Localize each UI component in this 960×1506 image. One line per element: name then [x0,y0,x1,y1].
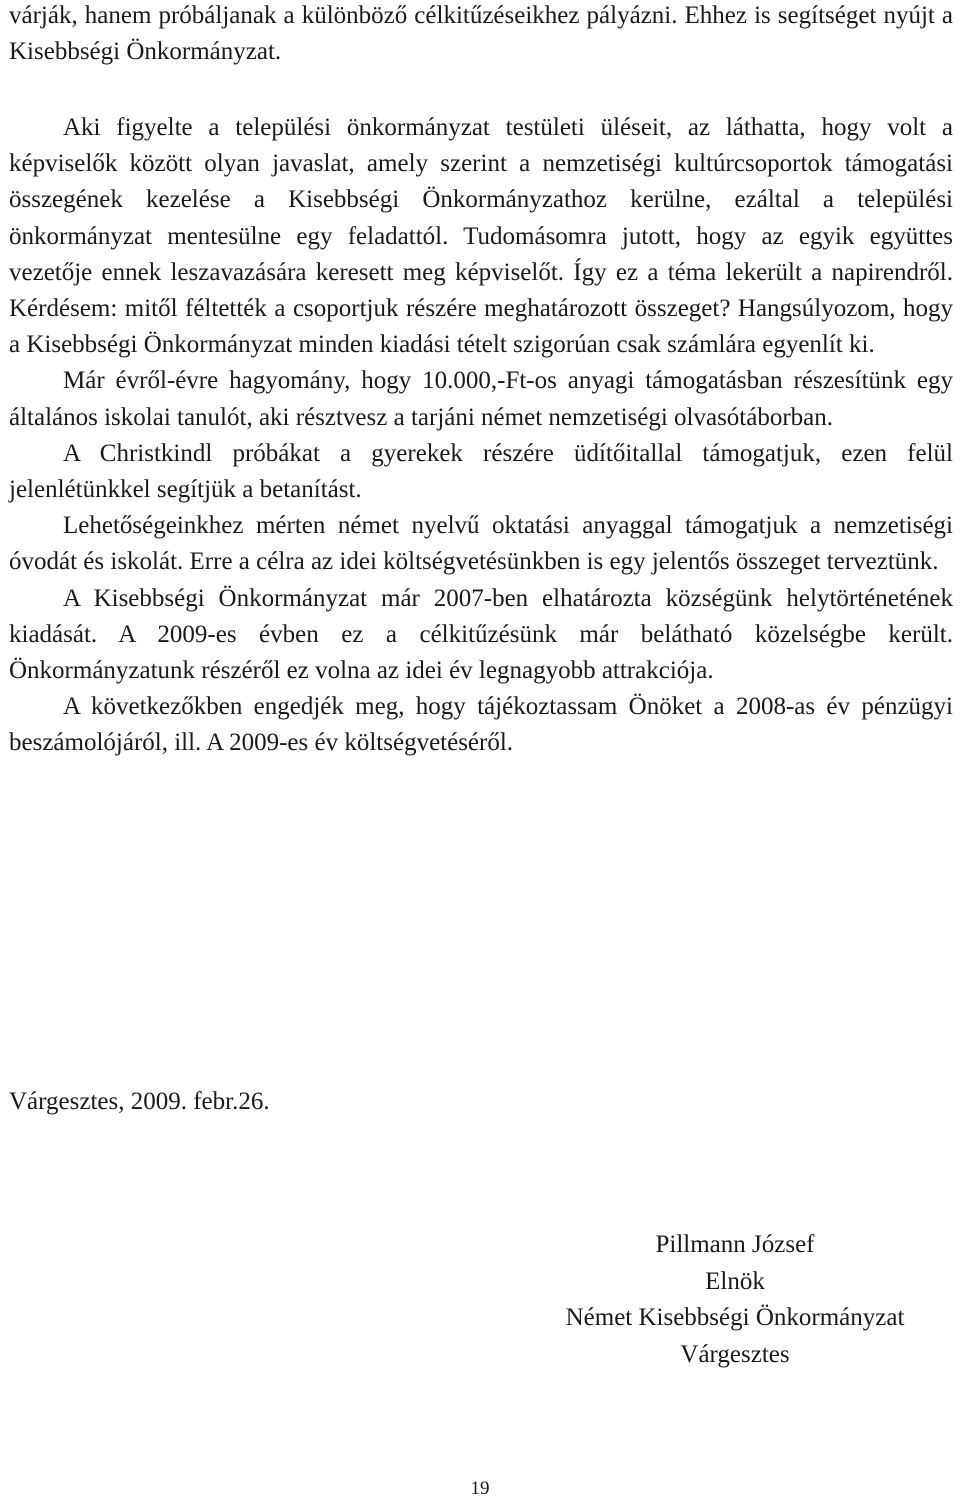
opening-text [9,0,953,70]
opening-paragraph: várják, hanem próbáljanak a különböző célkitűzéseikhez pályázni. Ehhez is segítséget nyújt a Kisebbségi Önkormányzat. [9,2,953,66]
signature-name: Pillmann József [655,1231,815,1258]
signature-location: Várgesztes [680,1340,790,1368]
page-number: 19 [470,1478,490,1499]
paragraph-local-history: A Kisebbségi Önkormányzat már 2007-ben elhatározta községünk helytörténetének kiadását. A 2009-es évben ez a célkitűzésünk már belátható közelségbe került. Önkormányzatunk részéről ez volna az idei év legnagyobb attrakciója. [9,584,953,685]
place-date: Várgesztes, 2009. febr.26. [9,1088,270,1115]
signature-organization: Német Kisebbségi Önkormányzat [565,1304,905,1331]
signature-title: Elnök [705,1267,765,1295]
body-text [9,110,953,762]
paragraph-finance: A következőkben engedjék meg, hogy tájékoztassam Önöket a 2008-as év pénzügyi beszámolójáról, ill. A 2009-es év költségvetéséről. [9,693,953,757]
paragraph-scholarship: Már évről-évre hagyomány, hogy 10.000,-Ft-os anyagi támogatásban részesítünk egy általános iskolai tanulót, aki résztvesz a tarjáni német nemzetiségi olvasótáborban. [9,367,953,431]
signature-block [500,1227,960,1373]
paragraph-education: Lehetőségeinkhez mérten német nyelvű oktatási anyaggal támogatjuk a nemzetiségi óvodát és iskolát. Erre a célra az idei költségvetésünkben is egy jelentős összeget terveztünk. [9,512,953,576]
paragraph-council: Aki figyelte a települési önkormányzat testületi üléseit, az láthatta, hogy volt a képviselők között olyan javaslat, amely szerint a nemzetiségi kultúrcsoportok támogatási összegének kezelése a Kisebbségi Önkormányzathoz kerülne, ezáltal a települési önkormányzat mentesülne egy feladattól. Tudomásomra jutott, hogy az egyik együttes vezetője ennek leszavazására keresett meg képviselőt. Így ez a téma lekerült a napirendről. Kérdésem: mitől féltették a csoportjuk részére meghatározott összeget? Hangsúlyozom, hogy a Kisebbségi Önkormányzat minden kiadási tételt szigorúan csak számlára egyenlít ki. [9,114,953,359]
paragraph-christkindl: A Christkindl próbákat a gyerekek részére üdítőitallal támogatjuk, ezen felül jelenlétünkkel segítjük a betanítást. [9,439,953,504]
